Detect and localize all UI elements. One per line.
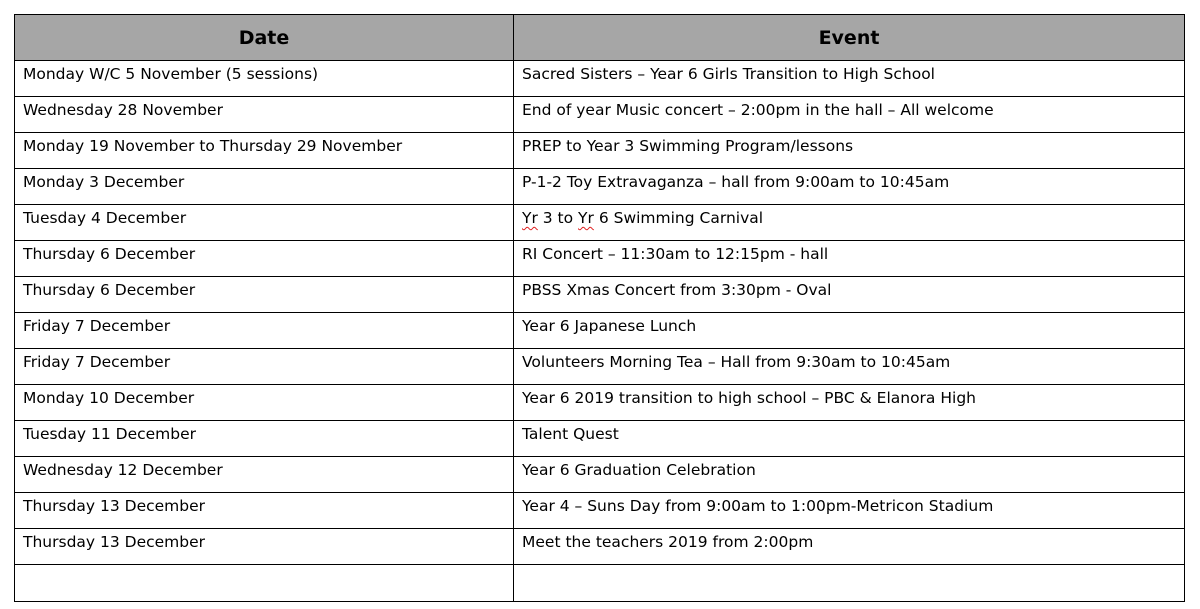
events-table (14, 14, 1185, 602)
column-header-date: Date (15, 15, 514, 61)
date-cell: Monday 3 December (15, 169, 514, 205)
table-row (15, 457, 1185, 493)
event-cell: Year 4 – Suns Day from 9:00am to 1:00pm-Metricon Stadium (514, 493, 1185, 529)
date-cell: Thursday 13 December (15, 529, 514, 565)
table-row (15, 349, 1185, 385)
table-row (15, 61, 1185, 97)
event-cell: P-1-2 Toy Extravaganza – hall from 9:00am to 10:45am (514, 169, 1185, 205)
event-cell: Yr 3 to Yr 6 Swimming Carnival (514, 205, 1185, 241)
date-cell: Monday 10 December (15, 385, 514, 421)
event-cell: End of year Music concert – 2:00pm in the hall – All welcome (514, 97, 1185, 133)
table-row (15, 529, 1185, 565)
date-cell: Thursday 6 December (15, 241, 514, 277)
event-cell: PBSS Xmas Concert from 3:30pm - Oval (514, 277, 1185, 313)
date-cell: Friday 7 December (15, 349, 514, 385)
date-cell: Thursday 6 December (15, 277, 514, 313)
table-row (15, 205, 1185, 241)
table-row (15, 421, 1185, 457)
table-row (15, 313, 1185, 349)
date-cell: Tuesday 4 December (15, 205, 514, 241)
table-row (15, 241, 1185, 277)
column-header-event: Event (514, 15, 1185, 61)
table-row (15, 133, 1185, 169)
table-row-empty (15, 565, 1185, 602)
date-cell: Friday 7 December (15, 313, 514, 349)
table-row (15, 277, 1185, 313)
event-cell: Year 6 Graduation Celebration (514, 457, 1185, 493)
event-cell: RI Concert – 11:30am to 12:15pm - hall (514, 241, 1185, 277)
spellcheck-underline: Yr (578, 209, 594, 227)
table-row (15, 97, 1185, 133)
event-cell: Year 6 2019 transition to high school – PBC & Elanora High (514, 385, 1185, 421)
date-cell: Tuesday 11 December (15, 421, 514, 457)
date-cell: Wednesday 28 November (15, 97, 514, 133)
event-cell: Volunteers Morning Tea – Hall from 9:30am to 10:45am (514, 349, 1185, 385)
table-row (15, 169, 1185, 205)
date-cell: Monday 19 November to Thursday 29 November (15, 133, 514, 169)
event-cell (514, 565, 1185, 602)
table-row (15, 493, 1185, 529)
table-header-row (15, 15, 1185, 61)
date-cell: Monday W/C 5 November (5 sessions) (15, 61, 514, 97)
date-cell: Wednesday 12 December (15, 457, 514, 493)
event-cell: Sacred Sisters – Year 6 Girls Transition to High School (514, 61, 1185, 97)
event-cell: Talent Quest (514, 421, 1185, 457)
event-cell: PREP to Year 3 Swimming Program/lessons (514, 133, 1185, 169)
table-row (15, 385, 1185, 421)
spellcheck-underline: Yr (522, 209, 538, 227)
event-cell: Year 6 Japanese Lunch (514, 313, 1185, 349)
date-cell (15, 565, 514, 602)
date-cell: Thursday 13 December (15, 493, 514, 529)
event-cell: Meet the teachers 2019 from 2:00pm (514, 529, 1185, 565)
